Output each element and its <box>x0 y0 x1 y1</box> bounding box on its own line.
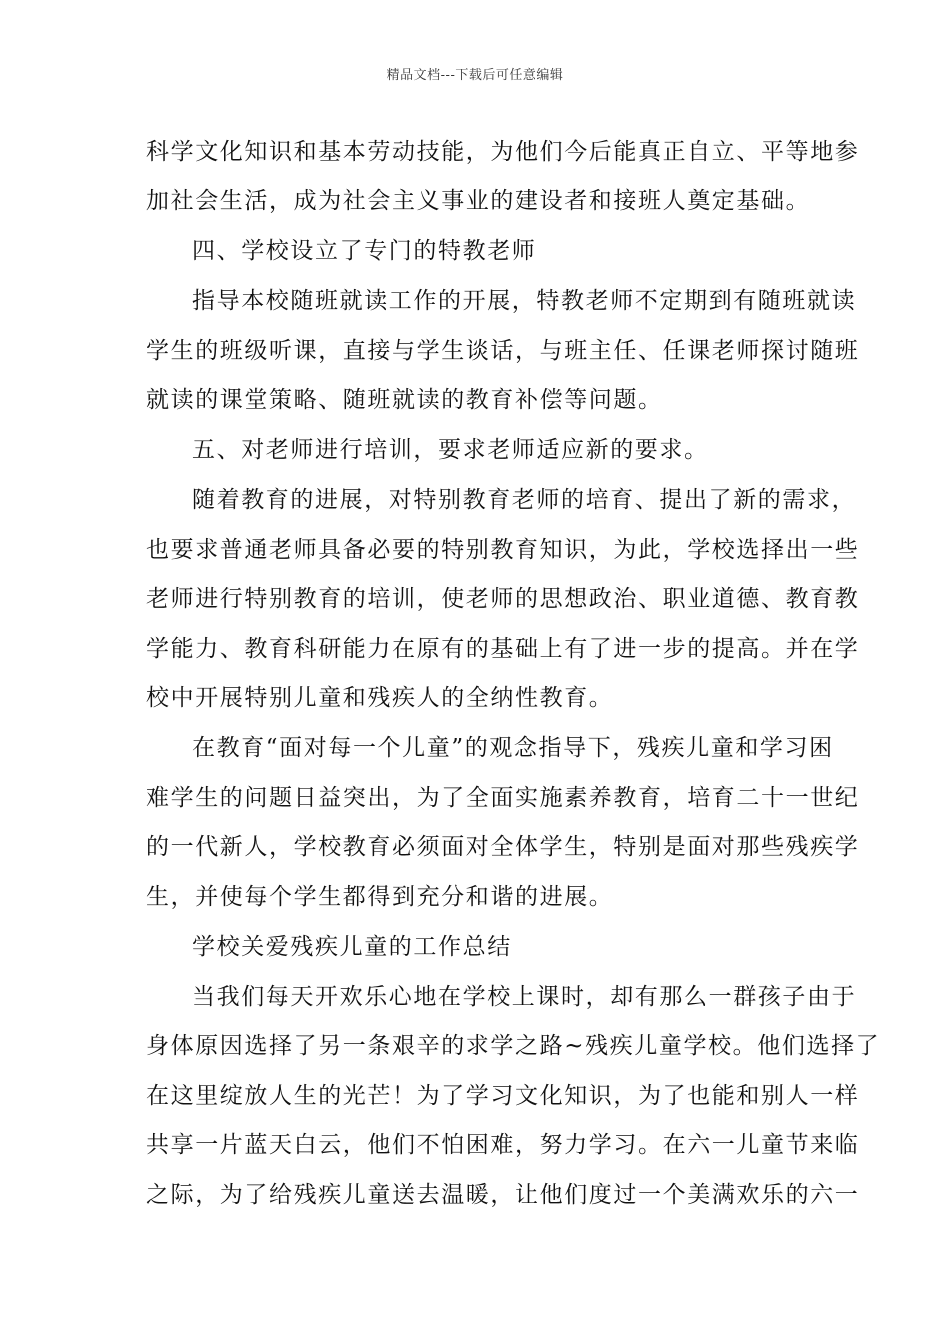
paragraph-line: 科学文化知识和基本劳动技能，为他们今后能真正自立、平等地参 <box>146 139 860 165</box>
paragraph-line: 在教育“面对每一个儿童”的观念指导下，残疾儿童和学习困 <box>192 735 834 761</box>
paragraph-line: 难学生的问题日益突出，为了全面实施素养教育，培育二十一世纪 <box>146 785 860 811</box>
paragraph-line: 指导本校随班就读工作的开展，特教老师不定期到有随班就读 <box>192 288 857 314</box>
section-title: 学校关爱残疾儿童的工作总结 <box>192 934 512 960</box>
paragraph-line: 老师进行特别教育的培训，使老师的思想政治、职业道德、教育教 <box>146 586 860 612</box>
paragraph-line: 学能力、教育科研能力在原有的基础上有了进一步的提高。并在学 <box>146 636 860 662</box>
paragraph-line: 在这里绽放人生的光芒！为了学习文化知识，为了也能和别人一样 <box>146 1083 860 1109</box>
paragraph-line: 共享一片蓝天白云，他们不怕困难，努力学习。在六一儿童节来临 <box>146 1132 860 1158</box>
section-heading: 四、学校设立了专门的特教老师 <box>192 238 537 264</box>
paragraph-line: 的一代新人，学校教育必须面对全体学生，特别是面对那些残疾学 <box>146 834 860 860</box>
paragraph-line: 之际，为了给残疾儿童送去温暖，让他们度过一个美满欢乐的六一 <box>146 1182 860 1208</box>
section-heading: 五、对老师进行培训，要求老师适应新的要求。 <box>192 437 709 463</box>
paragraph-line: 当我们每天开欢乐心地在学校上课时，却有那么一群孩子由于 <box>192 984 857 1010</box>
paragraph-line: 身体原因选择了另一条艰辛的求学之路~残疾儿童学校。他们选择了 <box>146 1033 881 1059</box>
paragraph-line: 就读的课堂策略、随班就读的教育补偿等问题。 <box>146 387 663 413</box>
page-header: 精品文档---下载后可任意编辑 <box>386 68 564 83</box>
paragraph-line: 加社会生活，成为社会主义事业的建设者和接班人奠定基础。 <box>146 188 811 214</box>
paragraph-line: 校中开展特别儿童和残疾人的全纳性教育。 <box>146 685 614 711</box>
paragraph-line: 随着教育的进展，对特别教育老师的培育、提出了新的需求， <box>192 487 857 513</box>
paragraph-line: 也要求普通老师具备必要的特别教育知识，为此，学校选择出一些 <box>146 537 860 563</box>
paragraph-line: 生，并使每个学生都得到充分和谐的进展。 <box>146 884 614 910</box>
paragraph-line: 学生的班级听课，直接与学生谈话，与班主任、任课老师探讨随班 <box>146 338 860 364</box>
